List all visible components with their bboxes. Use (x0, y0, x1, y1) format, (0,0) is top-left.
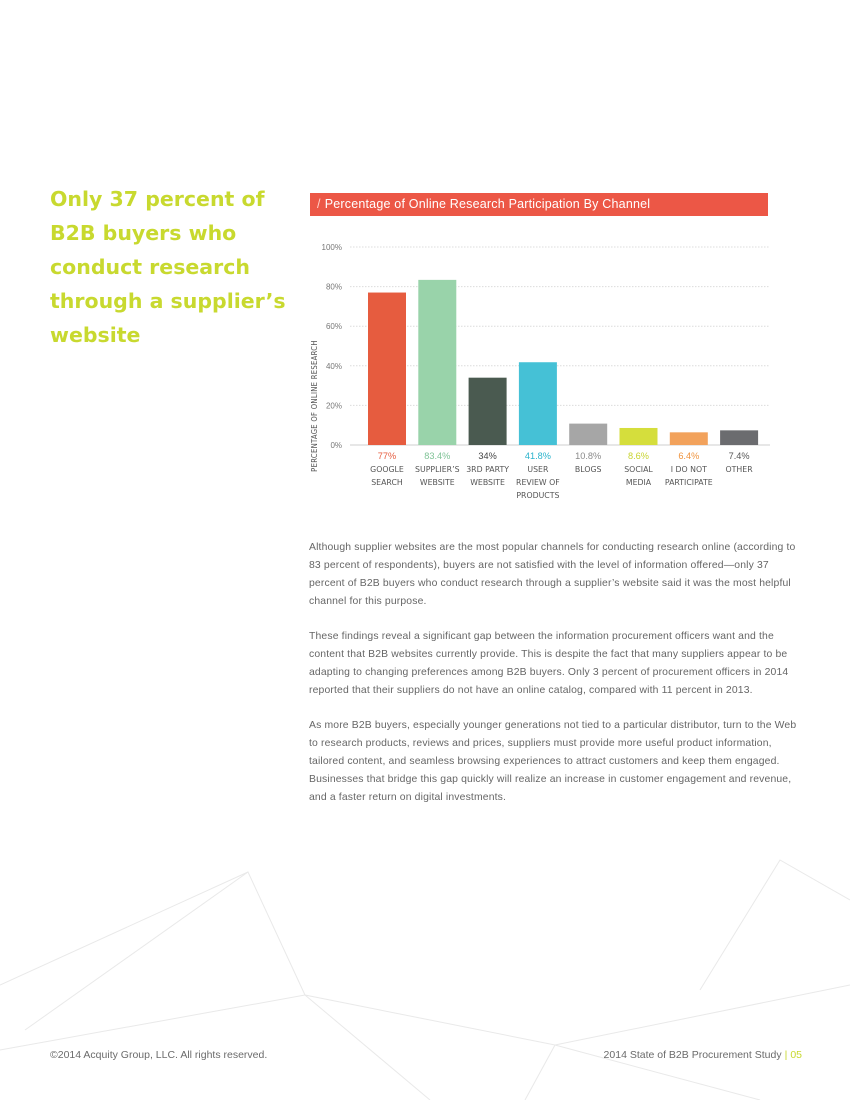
y-tick-label: 40% (325, 361, 342, 371)
x-tick-label: WEBSITE (470, 478, 505, 487)
bar-chart (300, 230, 780, 510)
x-tick-label: GOOGLE (370, 465, 404, 474)
y-tick-label: 60% (325, 322, 342, 332)
paragraph-3: As more B2B buyers, especially younger generations not tied to a particular distributor, turn to the Web to research products, reviews and prices, suppliers must provide more useful product information, tailored content, and seamless browsing experiences to attract customers and keep them engaged. Businesses that bridge this gap quickly will realize an increase in customer engagement and revenue, and a faster return on digital investments. (309, 720, 797, 803)
value-label: 41.8% (524, 451, 551, 461)
value-label: 6.4% (678, 451, 700, 461)
sidebar-heading: Only 37 percent of B2B buyers who conduct research through a supplier’s website (50, 187, 286, 347)
y-tick-label: 80% (325, 282, 342, 292)
chart-title: Percentage of Online Research Participation By Channel (324, 197, 651, 211)
bar (720, 430, 758, 445)
x-tick-label: PRODUCTS (516, 491, 560, 500)
bar (368, 293, 406, 445)
x-tick-label: USER (527, 465, 549, 474)
bar (620, 428, 658, 445)
value-label: 34% (478, 451, 497, 461)
x-tick-label: SUPPLIER’S (415, 465, 460, 474)
bar (418, 280, 456, 445)
x-tick-label: 3RD PARTY (466, 465, 509, 474)
x-tick-label: SOCIAL (624, 465, 653, 474)
footer-study (604, 1049, 802, 1061)
bar (569, 424, 607, 445)
bar (519, 362, 557, 445)
x-tick-label: REVIEW OF (516, 478, 560, 487)
value-label: 83.4% (424, 451, 451, 461)
bar (469, 378, 507, 445)
value-label: 10.8% (575, 451, 602, 461)
x-tick-label: OTHER (725, 465, 753, 474)
page-number: 05 (790, 1049, 802, 1061)
value-label: 8.6% (628, 451, 649, 461)
x-tick-label: MEDIA (625, 478, 652, 487)
x-tick-label: SEARCH (371, 478, 403, 487)
x-tick-label: BLOGS (574, 465, 602, 474)
footer-separator: | (784, 1049, 788, 1061)
x-tick-label: WEBSITE (419, 478, 455, 487)
value-label: 77% (377, 451, 397, 461)
paragraph-2: These findings reveal a significant gap between the information procurement officers want and the content that B2B websites currently provide. This is despite the fact that many suppliers appear to be adapting to changing preferences among B2B buyers. Only 3 percent of procurement officers in 2014 reported that their suppliers do not have an online catalog, compared with 11 percent in 2013. (309, 631, 789, 696)
body-copy (309, 539, 804, 824)
banner-slash: / (317, 197, 321, 211)
y-tick-label: 20% (325, 401, 342, 411)
bar (670, 432, 708, 445)
x-tick-label: PARTICIPATE (664, 478, 713, 487)
paragraph-1: Although supplier websites are the most popular channels for conducting research online (according to 83 percent of respondents), buyers are not satisfied with the level of information offered—only 37 percent of B2B buyers who conduct research through a supplier’s website said it was the most helpful channel for this purpose. (309, 542, 796, 607)
footer-copyright: ©2014 Acquity Group, LLC. All rights reserved. (50, 1049, 268, 1061)
value-label: 7.4% (728, 451, 750, 461)
chart-title-banner (310, 193, 768, 216)
y-tick-label: 100% (321, 243, 342, 252)
footer-study-title: 2014 State of B2B Procurement Study (603, 1049, 782, 1061)
y-tick-label: 0% (330, 441, 342, 450)
y-axis-title: PERCENTAGE OF ONLINE RESEARCH (310, 340, 319, 472)
x-tick-label: I DO NOT (670, 465, 707, 474)
